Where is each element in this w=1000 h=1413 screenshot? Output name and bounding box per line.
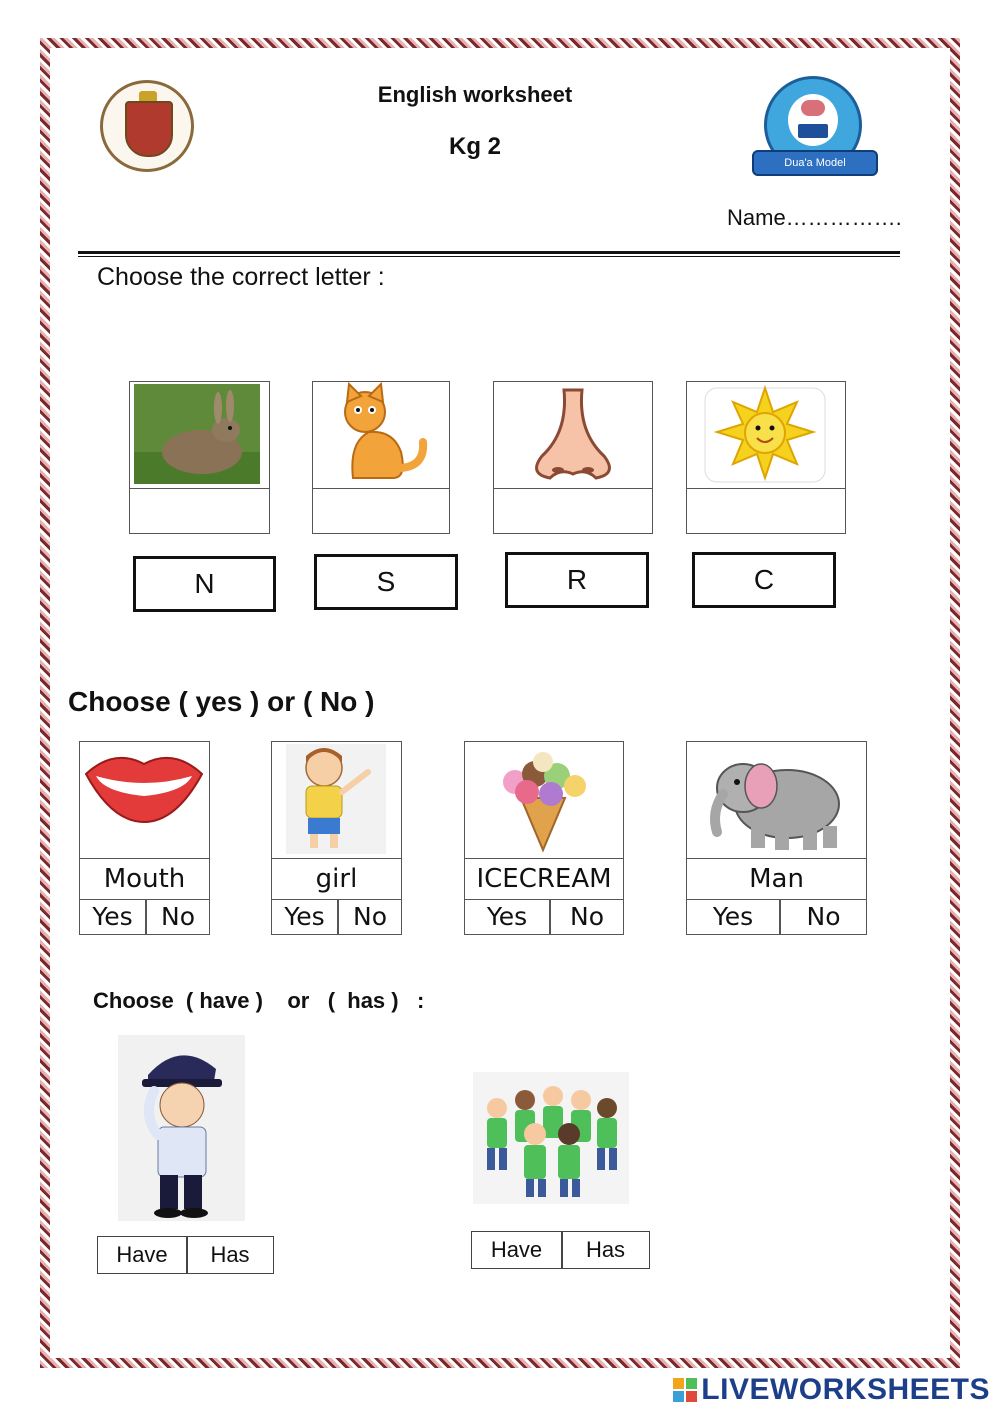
section2-instruction: Choose ( yes ) or ( No ) (68, 686, 375, 717)
worksheet-title: English worksheet (377, 82, 573, 107)
header-divider (78, 251, 900, 254)
cat-card[interactable] (312, 381, 450, 534)
no-option[interactable]: No (161, 902, 195, 931)
children-group-icon (473, 1072, 629, 1204)
have-option[interactable]: Have (116, 1242, 168, 1267)
liveworksheets-brand: LIVEWORKSHEETS (701, 1373, 990, 1406)
boy-icon (271, 741, 402, 859)
word-label: Mouth (80, 859, 209, 900)
kindergarten-logo: Dua'a Model Kindergarten (752, 76, 878, 180)
word-label: girl (272, 859, 401, 900)
has-option[interactable]: Has (210, 1242, 250, 1267)
no-option[interactable]: No (353, 902, 387, 931)
rabbit-card[interactable] (129, 381, 270, 534)
no-option[interactable]: No (806, 902, 841, 931)
grade-label: Kg 2 (448, 133, 501, 160)
name-field[interactable]: Name……………. (727, 205, 902, 230)
has-option[interactable]: Has (585, 1237, 626, 1262)
nose-card[interactable] (493, 381, 653, 534)
yes-option[interactable]: Yes (712, 902, 754, 931)
nose-icon (494, 382, 652, 489)
word-label: ICECREAM (465, 859, 623, 900)
have-option[interactable]: Have (490, 1237, 543, 1262)
no-option[interactable]: No (570, 902, 604, 931)
yes-no-icecream (464, 858, 624, 935)
ice-cream-icon (464, 741, 624, 859)
word-label: Man (687, 859, 866, 900)
elephant-icon (686, 741, 867, 859)
liveworksheets-logo[interactable] (673, 1373, 990, 1407)
have-has-children (471, 1231, 650, 1269)
section3-instruction: Choose ( have ) or ( has ) : (93, 988, 425, 1013)
yes-no-mouth (79, 858, 210, 935)
yes-no-girl (271, 858, 402, 935)
sun-icon (687, 382, 845, 489)
yes-option[interactable]: Yes (284, 902, 325, 931)
lips-icon (79, 741, 210, 859)
sun-card[interactable] (686, 381, 846, 534)
cat-icon (313, 382, 449, 489)
letter-option-4[interactable]: C (692, 552, 836, 608)
yes-option[interactable]: Yes (92, 902, 133, 931)
letter-option-1[interactable]: N (133, 556, 276, 612)
liveworksheets-badge-icon (673, 1376, 697, 1400)
yes-option[interactable]: Yes (486, 902, 528, 931)
section1-instruction: Choose the correct letter : (97, 263, 385, 291)
rabbit-icon (130, 382, 269, 489)
policeman-icon (118, 1035, 245, 1221)
have-has-policeman (97, 1236, 274, 1274)
yes-no-man (686, 858, 867, 935)
letter-option-3[interactable]: R (505, 552, 649, 608)
letter-option-2[interactable]: S (314, 554, 458, 610)
header-divider-thin (78, 256, 900, 257)
